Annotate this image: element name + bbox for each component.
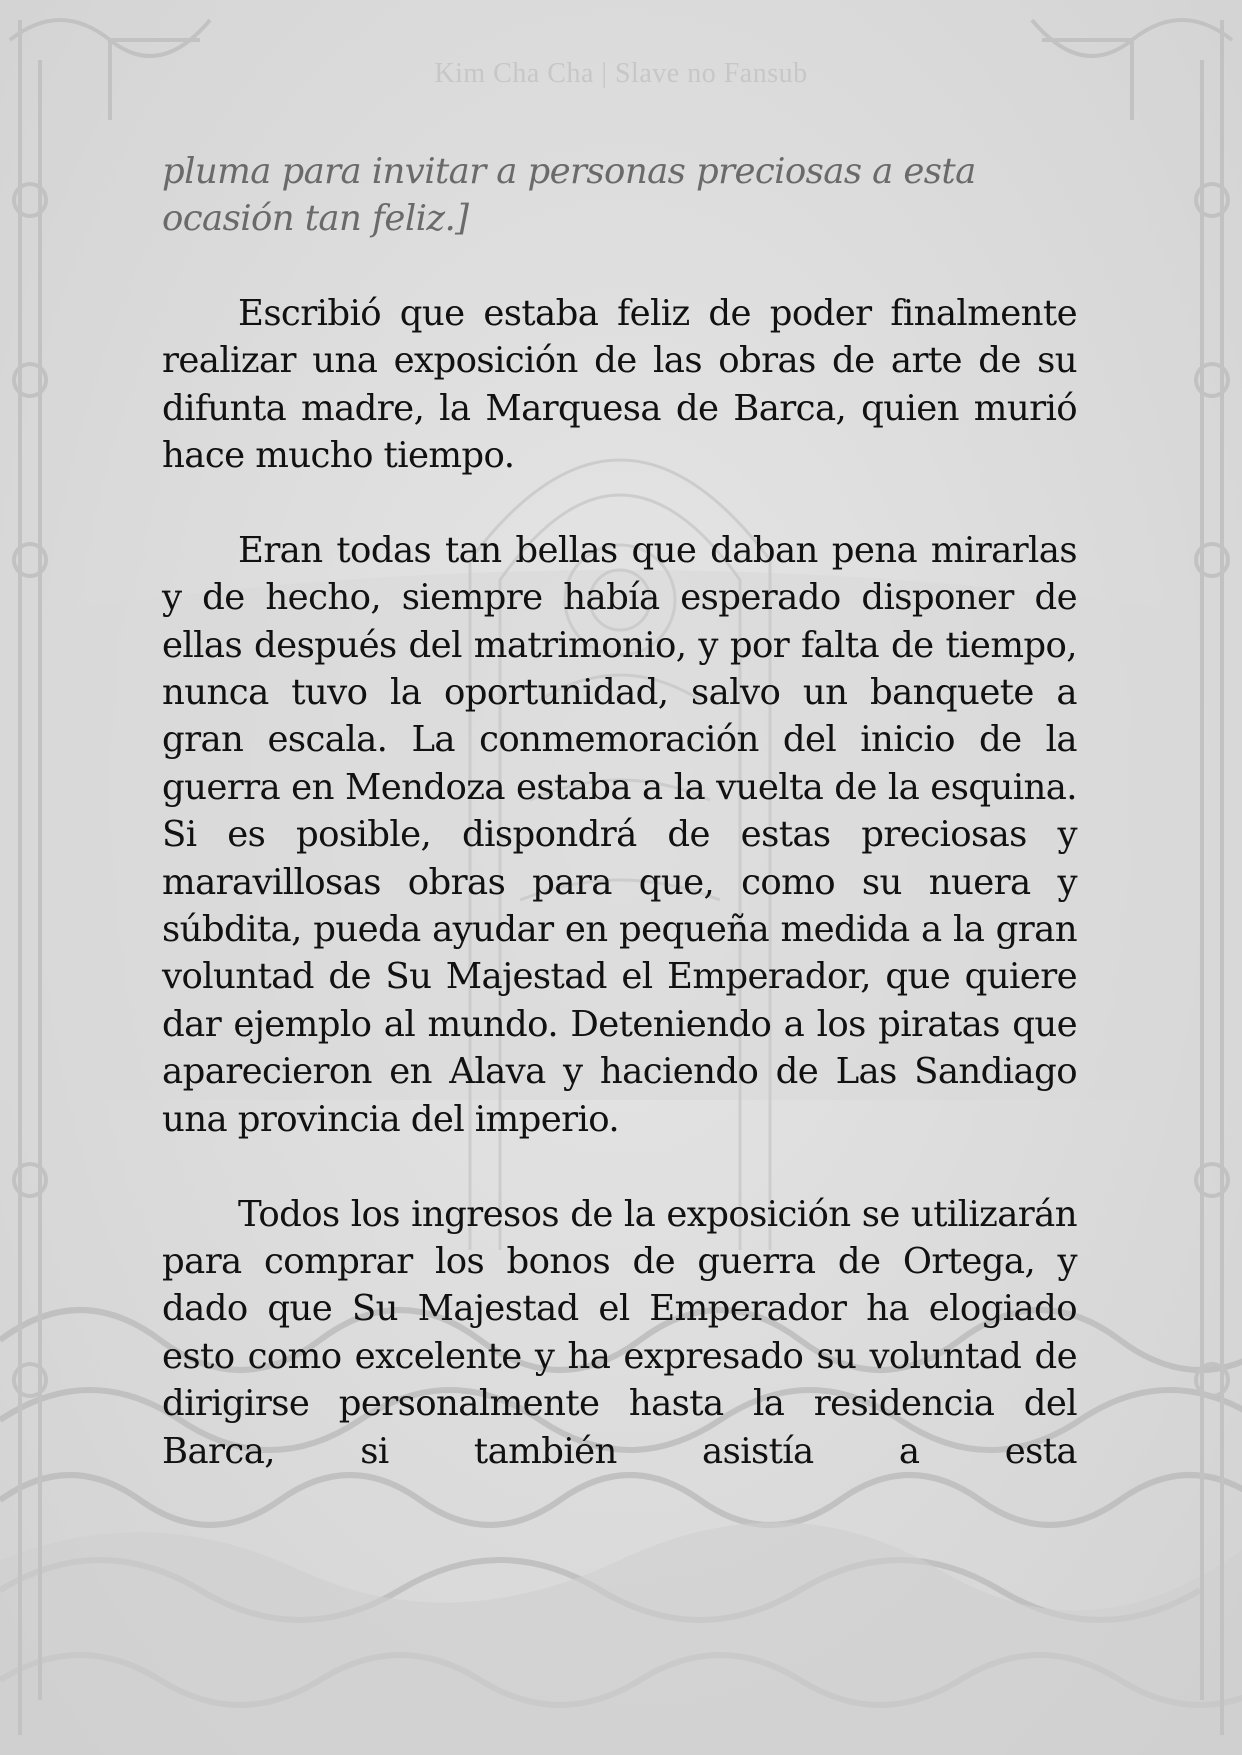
wave-fill: [0, 1522, 1242, 1755]
intro-italic-text: pluma para invitar a personas preciosas a esta ocasión tan feliz.]: [162, 151, 976, 240]
paragraph-1: Escribió que estaba feliz de poder finalmente realizar una exposición de las obras de arte de su difunta madre, la Marquesa de Barca, quien murió hace mucho tiempo.: [162, 292, 1077, 477]
paragraph-2: Eran todas tan bellas que daban pena mirarlas y de hecho, siempre había esperado disponer de ellas después del matrimonio, y por falta de tiempo, nunca tuvo la oportunidad, salvo un banquete a gran escala. La conmemoración del inicio de la guerra en Mendoza estaba a la vuelta de la esquina. Si es posible, dispondrá de estas preciosas y maravillosas obras para que, como su nuera y súbdita, pueda ayudar en pequeña medida a la gran voluntad de Su Majestad el Emperador, que quiere dar ejemplo al mundo. Deteniendo a los piratas que aparecieron en Alava y haciendo de Las Sandiago una provincia del imperio.: [162, 529, 1077, 1140]
document-body: [162, 148, 1077, 1475]
paragraph-3: Todos los ingresos de la exposición se utilizarán para comprar los bonos de guerra de Ortega, y dado que Su Majestad el Emperador ha elogiado esto como excelente y ha expresado su voluntad de dirigirse personalmente hasta la residencia del Barca, si también asistía a esta: [162, 1193, 1077, 1472]
header-watermark: Kim Cha Cha | Slave no Fansub: [434, 58, 808, 89]
